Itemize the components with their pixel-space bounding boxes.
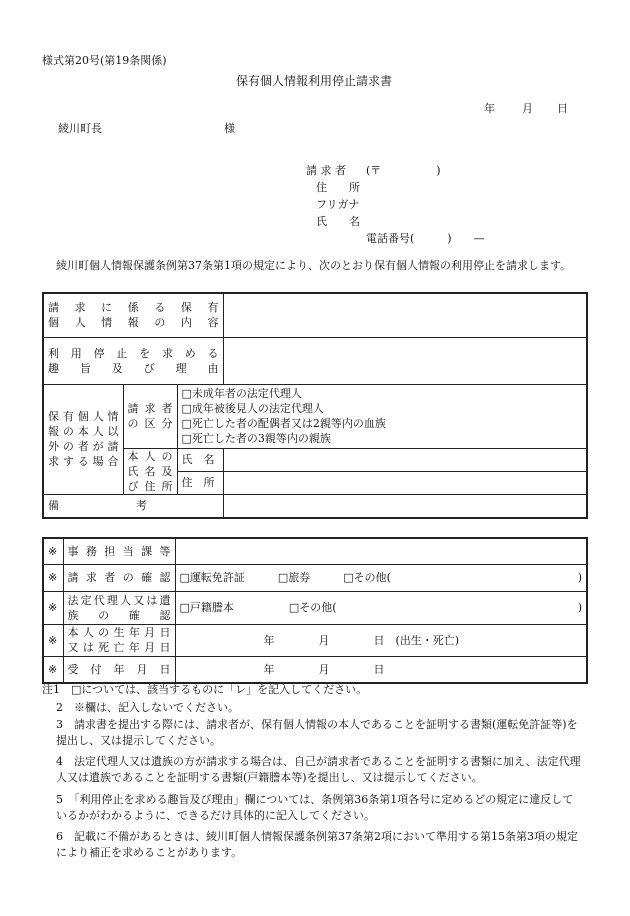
confirm-label: 請求者の確認 [63, 564, 175, 591]
content-label-cell [43, 293, 223, 337]
option-spouse-relative-checkbox[interactable]: □死亡した者の配偶者又は2親等内の血族 [181, 417, 386, 430]
requester-name-label: 氏 名 [316, 215, 360, 228]
intro-text: 綾川町個人情報保護条例第37条第1項の規定により、次のとおり保有個人情報の利用停止を請求します。 [56, 259, 572, 272]
note-2: 2 ※欄は、記入しないでください。 [56, 701, 239, 714]
agent-options-cell[interactable] [175, 591, 587, 624]
person-address-label: 住 所 [177, 471, 223, 494]
other-label-line4: 求する場合 [48, 455, 119, 468]
option-adult-guardian-checkbox[interactable]: □成年被後見人の法定代理人 [181, 402, 324, 415]
note-3: 3 請求書を提出する際には、請求者が、保有個人情報の本人であることを証明する書類(運転免許証等)を提出し、又は提示してください。 [56, 718, 578, 747]
requester-label: 請 求 者 [306, 164, 346, 177]
person-name-label: 氏 名 [177, 448, 223, 471]
reason-label-line2: 趣旨及び理由 [48, 361, 219, 375]
person-label-line1: 本人の [127, 449, 173, 463]
content-input[interactable] [223, 293, 587, 337]
category-label-line2: の区分 [127, 417, 173, 430]
date-day: 日 [557, 102, 568, 115]
note-4: 4 法定代理人又は遺族の方が請求する場合は、自己が請求者であることを証明する書類に加え、法定代理人又は遺族であることを証明する書類(戸籍謄本等)を提出し、又は提示してください。 [56, 755, 581, 784]
category-label-line1: 請求者 [127, 402, 173, 415]
agent-options[interactable]: □戸籍謄本 □その他( [179, 601, 337, 614]
reason-input[interactable] [223, 337, 587, 384]
office-mark: ※ [43, 656, 63, 683]
reason-label-line1: 利用停止を求める [48, 346, 219, 360]
person-name-input[interactable] [223, 448, 587, 471]
content-label-line2: 個人情報の内容 [48, 316, 219, 330]
person-label-line3: び住所 [127, 479, 173, 493]
birth-date-field[interactable]: 年 月 日 (出生・死亡) [175, 624, 587, 656]
person-address-input[interactable] [223, 471, 587, 494]
note-1: 注1 □については、該当するものに「レ」を記入してください。 [42, 683, 368, 696]
note-5: 5 「利用停止を求める趣旨及び理由」欄については、条例第36条第1項各号に定めるどの規定に違反しているかがわかるように、できるだけ具体的に記入してください。 [56, 793, 574, 822]
agent-label-cell [63, 591, 175, 624]
other-label-line1: 保有個人情 [48, 410, 119, 423]
dept-label: 事務担当課等 [63, 538, 175, 564]
main-table [42, 292, 588, 519]
receipt-label: 受付年月日 [63, 656, 175, 683]
reason-label-cell [43, 337, 223, 384]
content-label-line1: 請求に係る保有 [48, 301, 219, 315]
office-mark: ※ [43, 564, 63, 591]
requester-address-label: 住 所 [316, 181, 360, 194]
date-year: 年 [484, 102, 495, 115]
office-table [42, 537, 588, 684]
requester-phone-label: 電話番号( ) — [366, 232, 485, 245]
addressee: 綾川町長 [58, 122, 102, 135]
person-label-line2: 氏名及 [127, 464, 173, 478]
form-number: 様式第20号(第19条関係) [42, 54, 167, 67]
office-mark: ※ [43, 591, 63, 624]
agent-label-line1: 法定代理人又は遺 [67, 593, 171, 607]
office-mark: ※ [43, 624, 63, 656]
person-label-cell [123, 448, 177, 494]
birth-label-cell [63, 624, 175, 656]
remarks-input[interactable] [223, 494, 587, 518]
category-options-cell [177, 384, 587, 448]
agent-label-line2: 族 の 確 認 [67, 608, 171, 622]
receipt-date-field[interactable]: 年 月 日 [175, 656, 587, 683]
office-mark: ※ [43, 538, 63, 564]
agent-close-paren: ) [577, 601, 582, 614]
other-requester-label-cell [43, 384, 123, 494]
date-month: 月 [522, 102, 533, 115]
postal-code-field[interactable]: (〒 ) [366, 164, 441, 177]
confirm-close-paren: ) [577, 571, 582, 584]
addressee-honorific: 様 [224, 122, 235, 135]
page-title: 保有個人情報利用停止請求書 [236, 74, 393, 88]
confirm-options[interactable]: □運転免許証 □旅券 □その他( [179, 571, 391, 584]
option-third-degree-relative-checkbox[interactable]: □死亡した者の3親等内の親族 [181, 432, 331, 445]
requester-furigana-label: フリガナ [316, 198, 360, 211]
note-6: 6 記載に不備があるときは、綾川町個人情報保護条例第37条第2項において準用する第15条第3項の規定により補正を求めることがあります。 [56, 830, 578, 859]
other-label-line2: 報の本人以 [48, 425, 119, 438]
other-label-line3: 外の者が請 [48, 440, 119, 453]
category-label-cell [123, 384, 177, 448]
option-minor-guardian-checkbox[interactable]: □未成年者の法定代理人 [181, 387, 302, 400]
dept-input[interactable] [175, 538, 587, 564]
birth-label-line2: 又は死亡年月日 [67, 641, 171, 654]
remarks-label: 備 考 [43, 494, 223, 518]
confirm-options-cell[interactable] [175, 564, 587, 591]
birth-label-line1: 本人の生年月日 [67, 626, 171, 639]
